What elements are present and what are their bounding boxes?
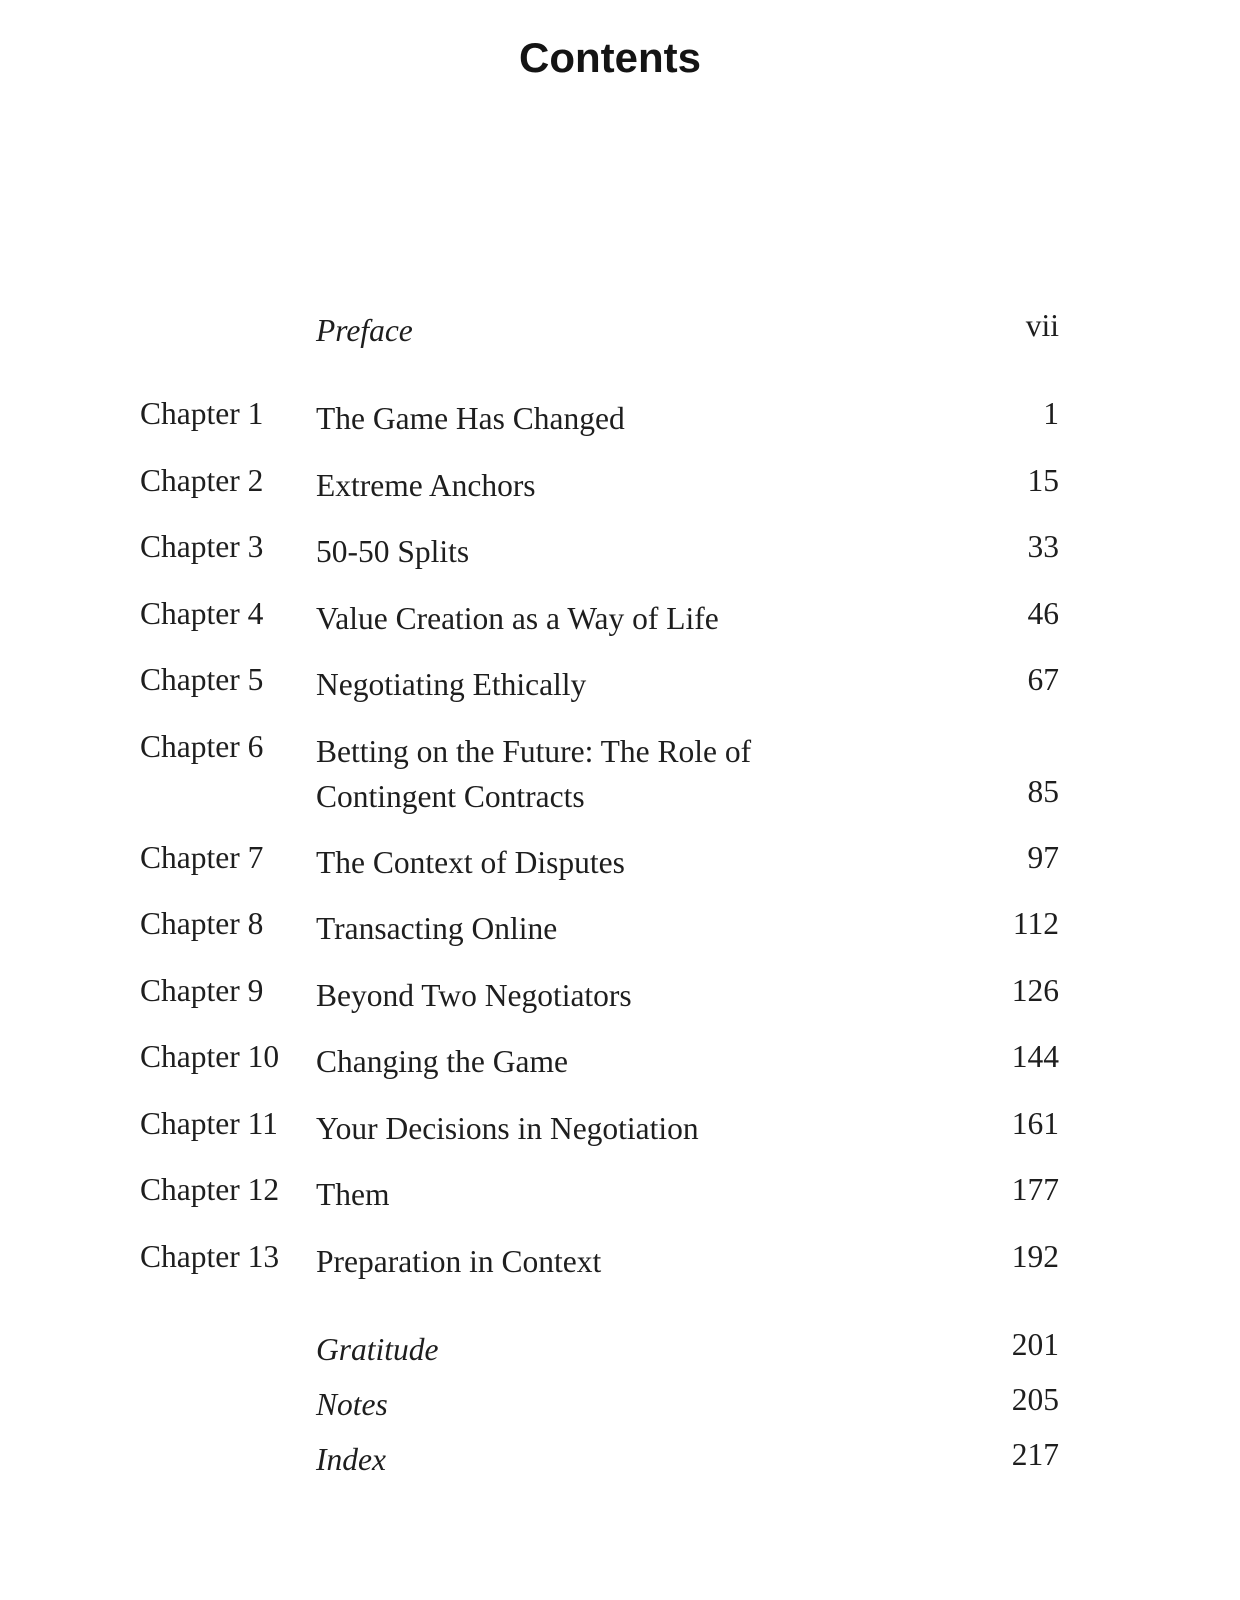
chapter-label: Chapter 11: [140, 1106, 278, 1141]
chapter-label: Chapter 8: [140, 906, 264, 941]
chapter-label: Chapter 9: [140, 973, 264, 1008]
chapter-label: Chapter 4: [140, 596, 264, 631]
entry-title: Beyond Two Negotiators: [316, 978, 632, 1013]
entry-page: 67: [1027, 662, 1059, 697]
entry-page: 112: [1012, 906, 1059, 941]
entry-title: Value Creation as a Way of Life: [316, 601, 719, 636]
entry-page: 85: [1027, 774, 1059, 809]
entry-title: Gratitude: [316, 1332, 439, 1367]
entry-page: 46: [1027, 596, 1059, 631]
entry-page: 97: [1027, 840, 1059, 875]
entry-title: The Context of Disputes: [316, 845, 625, 880]
entry-page: vii: [1025, 308, 1059, 343]
entry-title: Negotiating Ethically: [316, 667, 587, 702]
page-title: Contents: [519, 34, 701, 81]
entry-page: 205: [1011, 1382, 1059, 1417]
entry-page: 201: [1011, 1327, 1059, 1362]
entry-page: 177: [1011, 1172, 1059, 1207]
entry-title: The Game Has Changed: [316, 401, 625, 436]
chapter-label: Chapter 1: [140, 396, 264, 431]
entry-page: 33: [1027, 529, 1059, 564]
chapter-label: Chapter 5: [140, 662, 264, 697]
chapter-label: Chapter 13: [140, 1239, 280, 1274]
entry-page: 144: [1011, 1039, 1059, 1074]
entry-title: Index: [316, 1442, 386, 1477]
entry-title: Changing the Game: [316, 1044, 568, 1079]
entry-title: Them: [316, 1177, 390, 1212]
entry-title: 50-50 Splits: [316, 534, 470, 569]
chapter-label: Chapter 6: [140, 729, 264, 764]
entry-title: Notes: [316, 1387, 388, 1422]
entry-page: 161: [1011, 1106, 1059, 1141]
entry-page: 15: [1027, 463, 1059, 498]
entry-title: Your Decisions in Negotiation: [316, 1111, 699, 1146]
entry-page: 192: [1011, 1239, 1059, 1274]
chapter-label: Chapter 10: [140, 1039, 280, 1074]
entry-page: 217: [1011, 1437, 1059, 1472]
entry-title: Extreme Anchors: [316, 468, 536, 503]
entry-title: Preface: [316, 313, 413, 348]
entry-title: Betting on the Future: The Role of Contingent Contracts: [316, 734, 752, 814]
chapter-label: Chapter 2: [140, 463, 264, 498]
entry-page: 1: [1043, 396, 1059, 431]
entry-title: Preparation in Context: [316, 1244, 602, 1279]
entry-title: Transacting Online: [316, 911, 558, 946]
chapter-label: Chapter 3: [140, 529, 264, 564]
entry-page: 126: [1011, 973, 1059, 1008]
chapter-label: Chapter 12: [140, 1172, 280, 1207]
chapter-label: Chapter 7: [140, 840, 264, 875]
